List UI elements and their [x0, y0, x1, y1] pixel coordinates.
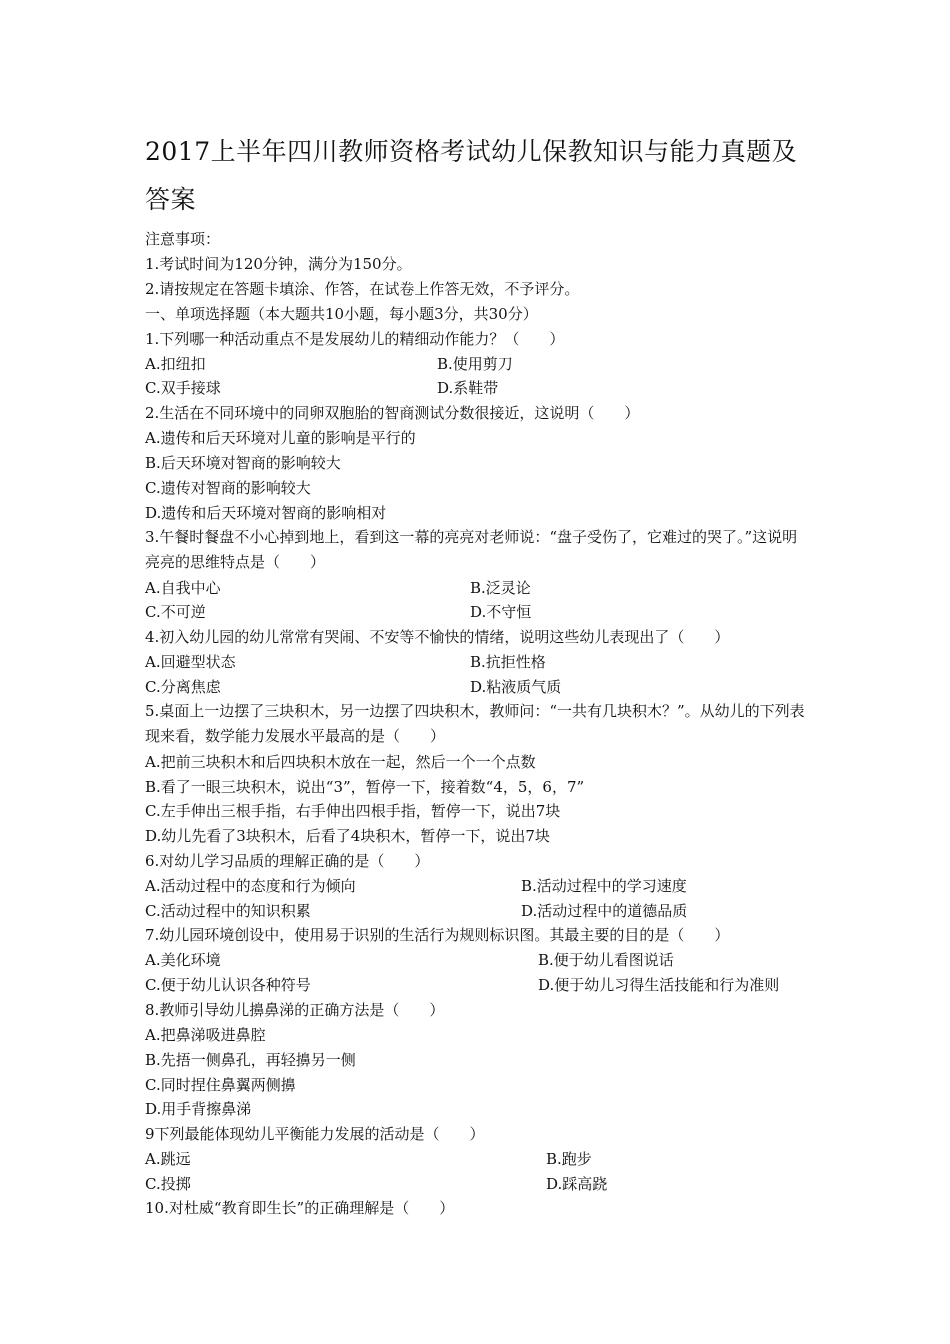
question-4-option-c: C.分离焦虑	[145, 678, 221, 696]
question-5-option-c: C.左手伸出三根手指，右手伸出四根手指，暂停一下，说出7块	[145, 802, 561, 820]
question-1-option-c: C.双手接球	[145, 379, 221, 397]
notes-heading: 注意事项：	[145, 230, 221, 248]
question-1-option-b: B.使用剪刀	[437, 355, 513, 373]
question-5-option-d: D.幼儿先看了3块积木，后看了4块积木，暂停一下，说出7块	[145, 827, 550, 845]
question-3-option-d: D.不守恒	[470, 603, 532, 621]
note-1: 1.考试时间为120分钟，满分为150分。	[145, 255, 412, 273]
question-2-stem: 2.生活在不同环境中的同卵双胞胎的智商测试分数很接近，这说明（ ）	[145, 404, 640, 422]
question-2-option-b: B.后天环境对智商的影响较大	[145, 454, 341, 472]
question-7-option-b: B.便于幼儿看图说话	[538, 951, 674, 969]
question-7-option-d: D.便于幼儿习得生活技能和行为准则	[538, 976, 780, 994]
question-2-option-c: C.遗传对智商的影响较大	[145, 479, 311, 497]
question-9-option-c: C.投掷	[145, 1175, 191, 1193]
question-4-stem: 4.初入幼儿园的幼儿常常有哭闹、不安等不愉快的情绪，说明这些幼儿表现出了（ ）	[145, 628, 730, 646]
question-8-option-c: C.同时捏住鼻翼两侧擤	[145, 1076, 296, 1094]
question-6-stem: 6.对幼儿学习品质的理解正确的是（ ）	[145, 852, 430, 870]
title-line-2: 答案	[145, 185, 197, 214]
question-1-stem: 1.下列哪一种活动重点不是发展幼儿的精细动作能力？（ ）	[145, 330, 565, 348]
question-4-option-a: A.回避型状态	[145, 653, 236, 671]
question-6-option-d: D.活动过程中的道德品质	[521, 902, 688, 920]
question-7-option-a: A.美化环境	[145, 951, 221, 969]
question-9-option-b: B.跑步	[546, 1150, 592, 1168]
title-line-1: 2017上半年四川教师资格考试幼儿保教知识与能力真题及	[145, 137, 798, 166]
question-9-option-a: A.跳远	[145, 1150, 191, 1168]
question-5-option-a: A.把前三块积木和后四块积木放在一起，然后一个一个点数	[145, 753, 536, 771]
question-9-option-d: D.踩高跷	[546, 1175, 608, 1193]
question-3-option-c: C.不可逆	[145, 603, 206, 621]
question-5-stem: 5.桌面上一边摆了三块积木，另一边摆了四块积木，教师问：“一共有几块积木？”。从幼儿的下列表现来看，数学能力发展水平最高的是（ ）	[145, 702, 805, 745]
question-4-option-b: B.抗拒性格	[470, 653, 546, 671]
question-3-option-a: A.自我中心	[145, 579, 221, 597]
question-1-option-a: A.扣纽扣	[145, 355, 206, 373]
question-2-option-d: D.遗传和后天环境对智商的影响相对	[145, 504, 387, 522]
question-7-stem: 7.幼儿园环境创设中，使用易于识别的生活行为规则标识图。其最主要的目的是（ ）	[145, 926, 730, 944]
document-title	[145, 128, 845, 224]
question-2-option-a: A.遗传和后天环境对儿童的影响是平行的	[145, 429, 416, 447]
question-8-option-b: B.先捂一侧鼻孔，再轻擤另一侧	[145, 1051, 356, 1069]
question-6-option-b: B.活动过程中的学习速度	[521, 877, 687, 895]
question-3-option-b: B.泛灵论	[470, 579, 531, 597]
question-7-option-c: C.便于幼儿认识各种符号	[145, 976, 311, 994]
section-heading: 一、单项选择题（本大题共10小题，每小题3分，共30分）	[145, 305, 538, 323]
question-8-option-a: A.把鼻涕吸进鼻腔	[145, 1026, 266, 1044]
question-4-option-d: D.粘液质气质	[470, 678, 562, 696]
question-1-option-d: D.系鞋带	[437, 379, 499, 397]
note-2: 2.请按规定在答题卡填涂、作答，在试卷上作答无效，不予评分。	[145, 280, 580, 298]
question-5-option-b: B.看了一眼三块积木，说出“3”，暂停一下，接着数“4，5，6，7”	[145, 778, 585, 796]
question-3-stem: 3.午餐时餐盘不小心掉到地上，看到这一幕的亮亮对老师说：“盘子受伤了，它难过的哭了。”这说明亮亮的思维特点是（ ）	[145, 528, 798, 571]
question-9-stem: 9下列最能体现幼儿平衡能力发展的活动是（ ）	[145, 1125, 485, 1143]
question-8-stem: 8.教师引导幼儿擤鼻涕的正确方法是（ ）	[145, 1001, 445, 1019]
question-10-stem: 10.对杜威“教育即生长”的正确理解是（ ）	[145, 1199, 455, 1217]
question-8-option-d: D.用手背擦鼻涕	[145, 1100, 252, 1118]
question-6-option-c: C.活动过程中的知识积累	[145, 902, 311, 920]
question-6-option-a: A.活动过程中的态度和行为倾向	[145, 877, 356, 895]
